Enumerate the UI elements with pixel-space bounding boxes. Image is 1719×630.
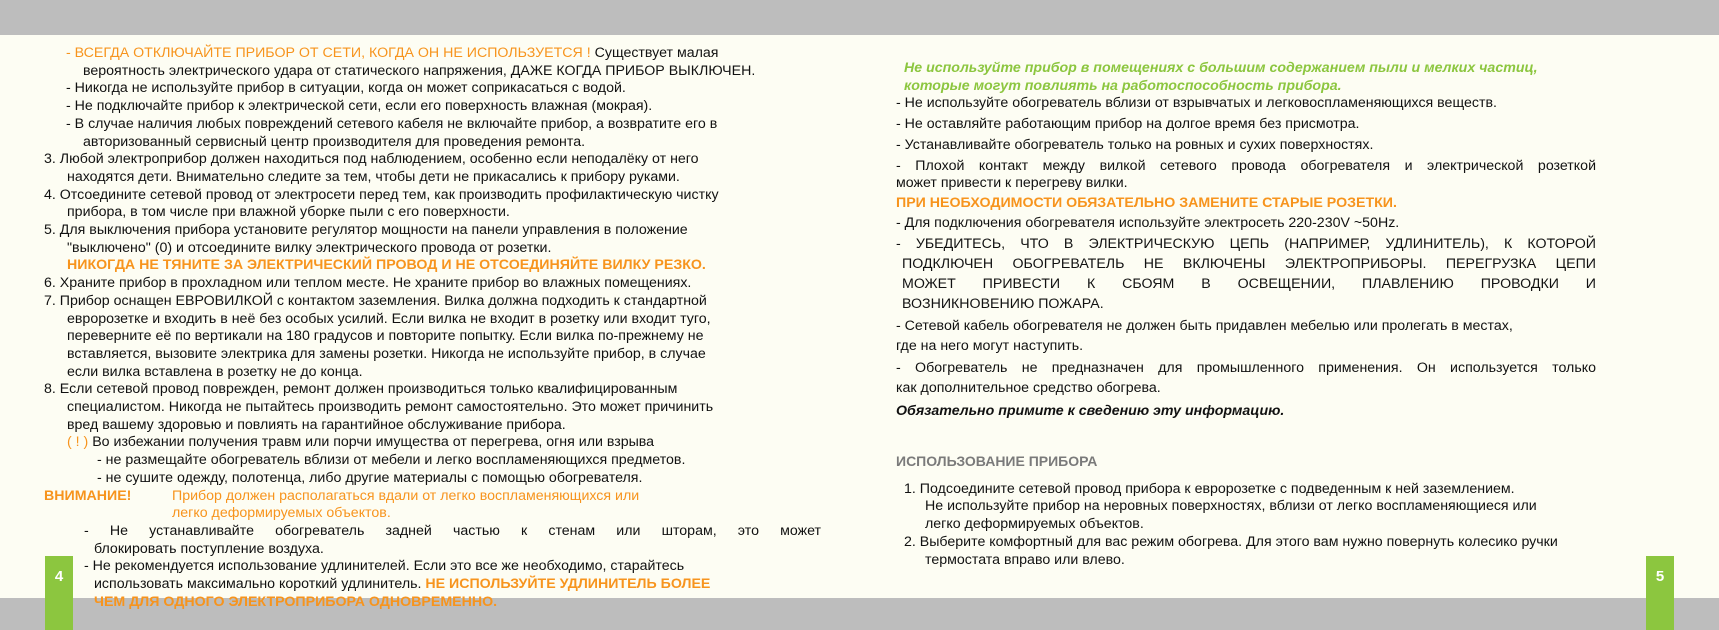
item-3-cont: находятся дети. Внимательно следите за тем, чтобы дети не прикасались к прибору руками. bbox=[67, 168, 680, 185]
right-bullet-voltage: - Для подключения обогревателя используйте электросеть 220-230V ~50Hz. bbox=[896, 214, 1400, 231]
important-note: Обязательно примите к сведению эту информацию. bbox=[896, 403, 1285, 420]
right-bullet-unattended: - Не оставляйте работающим прибор на долгое время без присмотра. bbox=[896, 116, 1360, 133]
right-bullet-industrial-cont: как дополнительное средство обогрева. bbox=[896, 380, 1161, 397]
extension-warning: НЕ ИСПОЛЬЗУЙТЕ УДЛИНИТЕЛЬ БОЛЕЕ bbox=[421, 576, 711, 593]
right-bullet-industrial: - Обогреватель не предназначен для промышленного применения. Он используется только bbox=[896, 360, 1596, 377]
bullet-walls: - Не устанавливайте обогреватель задней частью к стенам или шторам, это может bbox=[84, 522, 821, 539]
bullet-water: - Никогда не используйте прибор в ситуации, когда он может соприкасаться с водой. bbox=[66, 80, 626, 97]
item-8: 8. Если сетевой провод поврежден, ремонт должен производиться только квалифицированным bbox=[44, 381, 678, 398]
caution-mark: ( ! ) bbox=[67, 434, 89, 451]
page-number-right: 5 bbox=[1646, 556, 1674, 630]
item-5-warning: НИКОГДА НЕ ТЯНИТЕ ЗА ЭЛЕКТРИЧЕСКИЙ ПРОВОД И НЕ ОТСОЕДИНЯЙТЕ ВИЛКУ РЕЗКО. bbox=[67, 257, 706, 274]
circuit-warning: - УБЕДИТЕСЬ, ЧТО В ЭЛЕКТРИЧЕСКУЮ ЦЕПЬ (НАПРИМЕР, УДЛИНИТЕЛЬ), К КОТОРОЙ bbox=[896, 236, 1596, 253]
attention-block bbox=[44, 488, 844, 506]
bullet-damaged-cable: - В случае наличия любых повреждений сетевого кабеля не включайте прибор, а возвратите его в bbox=[66, 115, 718, 132]
item-8-cont-2: вред вашему здоровью и повлиять на гарантийное обслуживание прибора. bbox=[67, 416, 566, 433]
bullet-extension-cont bbox=[44, 576, 844, 594]
extension-text: использовать максимально короткий удлинитель. bbox=[94, 576, 422, 593]
unplug-rest: Существует малая bbox=[590, 45, 719, 61]
caution-bullet-furniture: - не размещайте обогреватель вблизи от мебели и легко воспламеняющихся предметов. bbox=[97, 452, 686, 469]
right-bullet-plug-contact-cont: может привести к перегреву вилки. bbox=[896, 175, 1128, 192]
item-7-cont-3: вставляется, вызовите электрика для замены розетки. Никогда не используйте прибор, в случае bbox=[67, 345, 706, 362]
usage-step-1-cont-1: Не используйте прибор на неровных поверхностях, вблизи от легко воспламеняющиеся или bbox=[925, 498, 1537, 515]
unplug-warning: - ВСЕГДА ОТКЛЮЧАЙТЕ ПРИБОР ОТ СЕТИ, КОГДА ОН НЕ ИСПОЛЬЗУЕТСЯ ! bbox=[66, 45, 591, 61]
item-4: 4. Отсоедините сетевой провод от электросети перед тем, как производить профилактическую чистку bbox=[44, 186, 719, 203]
item-7-cont-1: евророзетке и входить в неё без особых усилий. Если вилка не входит в розетку или входит туго, bbox=[67, 310, 711, 327]
right-bullet-cable: - Сетевой кабель обогревателя не должен быть придавлен мебелью или пролегать в местах, bbox=[896, 318, 1513, 335]
bullet-extension: - Не рекомендуется использование удлинителей. Если это все же необходимо, старайтесь bbox=[84, 558, 685, 575]
bullet-unplug bbox=[44, 45, 844, 63]
item-7-cont-2: переверните её по вертикали на 180 градусов и повторите попытку. Если вилка по-прежнему не bbox=[67, 328, 704, 345]
caution-line bbox=[44, 434, 844, 452]
attention-text: Прибор должен располагаться вдали от легко воспламеняющихся или bbox=[172, 487, 640, 504]
caution-text: Во избежании получения травм или порчи имущества от перегрева, огня или взрыва bbox=[88, 434, 655, 451]
usage-step-1: 1. Подсоедините сетевой провод прибора к евророзетке с подведенным к ней заземлением. bbox=[904, 480, 1515, 497]
top-band bbox=[0, 0, 1719, 35]
item-7-cont-4: если вилка вставлена в розетку не до конца. bbox=[67, 363, 363, 380]
circuit-warning-cont-1: ПОДКЛЮЧЕН ОБОГРЕВАТЕЛЬ НЕ ВКЛЮЧЕНЫ ЭЛЕКТРОПРИБОРЫ. ПЕРЕГРУЗКА ЦЕПИ bbox=[902, 256, 1596, 273]
usage-step-2: 2. Выберите комфортный для вас режим обогрева. Для этого вам нужно повернуть колесико ручки bbox=[904, 533, 1558, 550]
caution-bullet-clothes: - не сушите одежду, полотенца, либо другие материалы с помощью обогревателя. bbox=[97, 469, 643, 486]
attention-text-cont: легко деформируемых объектов. bbox=[172, 505, 391, 522]
item-5-cont: "выключено" (0) и отсоедините вилку электрического провода от розетки. bbox=[67, 239, 552, 256]
dust-warning-cont: которые могут повлиять на работоспособность прибора. bbox=[904, 77, 1342, 94]
right-page-text bbox=[896, 60, 1600, 569]
right-bullet-plug-contact: - Плохой контакт между вилкой сетевого провода обогревателя и электрической розеткой bbox=[896, 157, 1596, 174]
item-3: 3. Любой электроприбор должен находиться под наблюдением, особенно если неподалёку от него bbox=[44, 151, 699, 168]
circuit-warning-cont-2: МОЖЕТ ПРИВЕСТИ К СБОЯМ В ОСВЕЩЕНИИ, ПЛАВЛЕНИЮ ПРОВОДКИ И bbox=[902, 276, 1596, 293]
usage-step-2-cont: термостата вправо или влево. bbox=[925, 551, 1125, 568]
dust-warning: Не используйте прибор в помещениях с большим содержанием пыли и мелких частиц, bbox=[904, 60, 1538, 76]
right-bullet-flat-surface: - Устанавливайте обогреватель только на ровных и сухих поверхностях. bbox=[896, 136, 1374, 153]
circuit-warning-cont-3: ВОЗНИКНОВЕНИЮ ПОЖАРА. bbox=[902, 296, 1104, 313]
extension-warning-cont: ЧЕМ ДЛЯ ОДНОГО ЭЛЕКТРОПРИБОРА ОДНОВРЕМЕННО. bbox=[94, 593, 498, 610]
item-5: 5. Для выключения прибора установите регулятор мощности на панели управления в положение bbox=[44, 222, 688, 239]
attention-label: ВНИМАНИЕ! bbox=[44, 487, 132, 504]
item-7: 7. Прибор оснащен ЕВРОВИЛКОЙ с контактом заземления. Вилка должна подходить к стандартной bbox=[44, 292, 707, 309]
bullet-damaged-cable-cont: авторизованный сервисный центр производителя для проведения ремонта. bbox=[83, 133, 586, 150]
item-6: 6. Храните прибор в прохладном или теплом месте. Не храните прибор во влажных помещениях. bbox=[44, 275, 692, 292]
usage-step-1-cont-2: легко деформируемых объектов. bbox=[925, 516, 1144, 533]
replace-sockets-warning: ПРИ НЕОБХОДИМОСТИ ОБЯЗАТЕЛЬНО ЗАМЕНИТЕ СТАРЫЕ РОЗЕТКИ. bbox=[896, 194, 1397, 211]
bullet-wet-surface: - Не подключайте прибор к электрической сети, если его поверхность влажная (мокрая). bbox=[66, 98, 653, 115]
page-number-left: 4 bbox=[45, 556, 73, 630]
bullet-unplug-cont: вероятность электрического удара от статического напряжения, ДАЖЕ КОГДА ПРИБОР ВЫКЛЮЧЕН. bbox=[83, 62, 756, 79]
left-page-text bbox=[44, 45, 844, 612]
item-4-cont: прибора, в том числе при влажной уборке пыли с его поверхности. bbox=[67, 204, 510, 221]
item-8-cont-1: специалистом. Никогда не пытайтесь производить ремонт самостоятельно. Это может причинить bbox=[67, 399, 714, 416]
usage-section-title: ИСПОЛЬЗОВАНИЕ ПРИБОРА bbox=[896, 453, 1098, 470]
right-bullet-cable-cont: где на него могут наступить. bbox=[896, 338, 1084, 355]
right-bullet-explosives: - Не используйте обогреватель вблизи от взрывчатых и легковоспламеняющихся веществ. bbox=[896, 95, 1497, 112]
bullet-walls-cont: блокировать поступление воздуха. bbox=[94, 540, 324, 557]
